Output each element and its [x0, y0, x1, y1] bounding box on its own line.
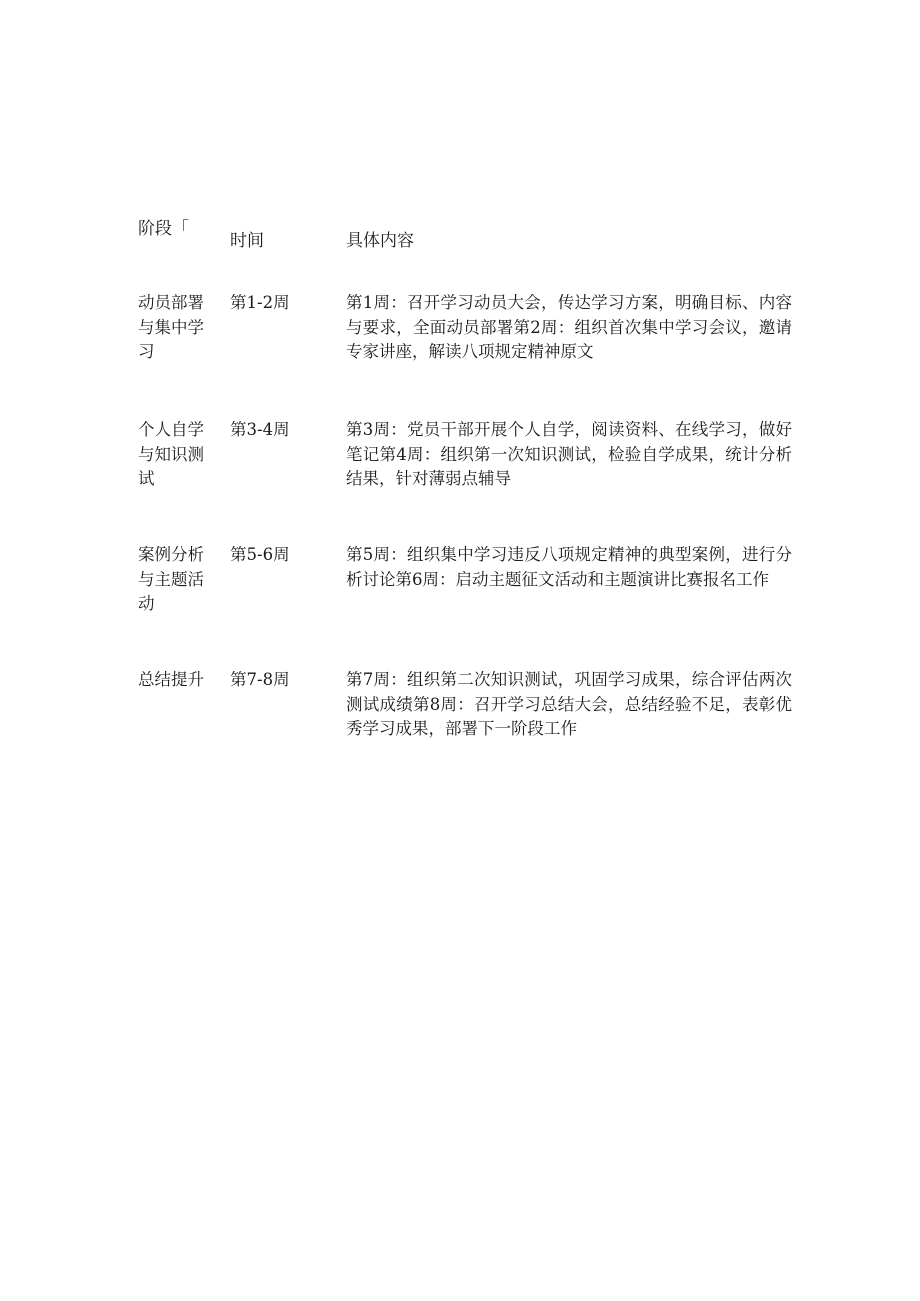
stage-cell: 动员部署与集中学习	[138, 293, 204, 361]
content-cell: 第1周：召开学习动员大会，传达学习方案，明确目标、内容与要求，全面动员部署第2周：组织首次集中学习会议，邀请专家讲座，解读八项规定精神原文	[346, 293, 792, 361]
stage-cell: 个人自学与知识测试	[138, 420, 204, 488]
time-cell: 第5-6周	[230, 545, 290, 564]
time-cell: 第1-2周	[230, 293, 290, 312]
header-content: 具体内容	[346, 231, 414, 251]
content-cell: 第3周：党员干部开展个人自学，阅读资料、在线学习，做好笔记第4周：组织第一次知识测试，检验自学成果，统计分析结果，针对薄弱点辅导	[346, 420, 792, 488]
header-stage: 阶段「	[138, 219, 189, 239]
stage-cell: 案例分析与主题活动	[138, 545, 204, 613]
stage-cell: 总结提升	[138, 670, 204, 689]
time-cell: 第3-4周	[230, 420, 290, 439]
time-cell: 第7-8周	[230, 670, 290, 689]
table-header	[138, 214, 798, 254]
content-cell: 第5周：组织集中学习违反八项规定精神的典型案例，进行分析讨论第6周：启动主题征文活动和主题演讲比赛报名工作	[346, 545, 792, 589]
content-cell: 第7周：组织第二次知识测试，巩固学习成果，综合评估两次测试成绩第8周：召开学习总结大会，总结经验不足，表彰优秀学习成果，部署下一阶段工作	[346, 670, 792, 738]
header-time: 时间	[230, 231, 264, 251]
